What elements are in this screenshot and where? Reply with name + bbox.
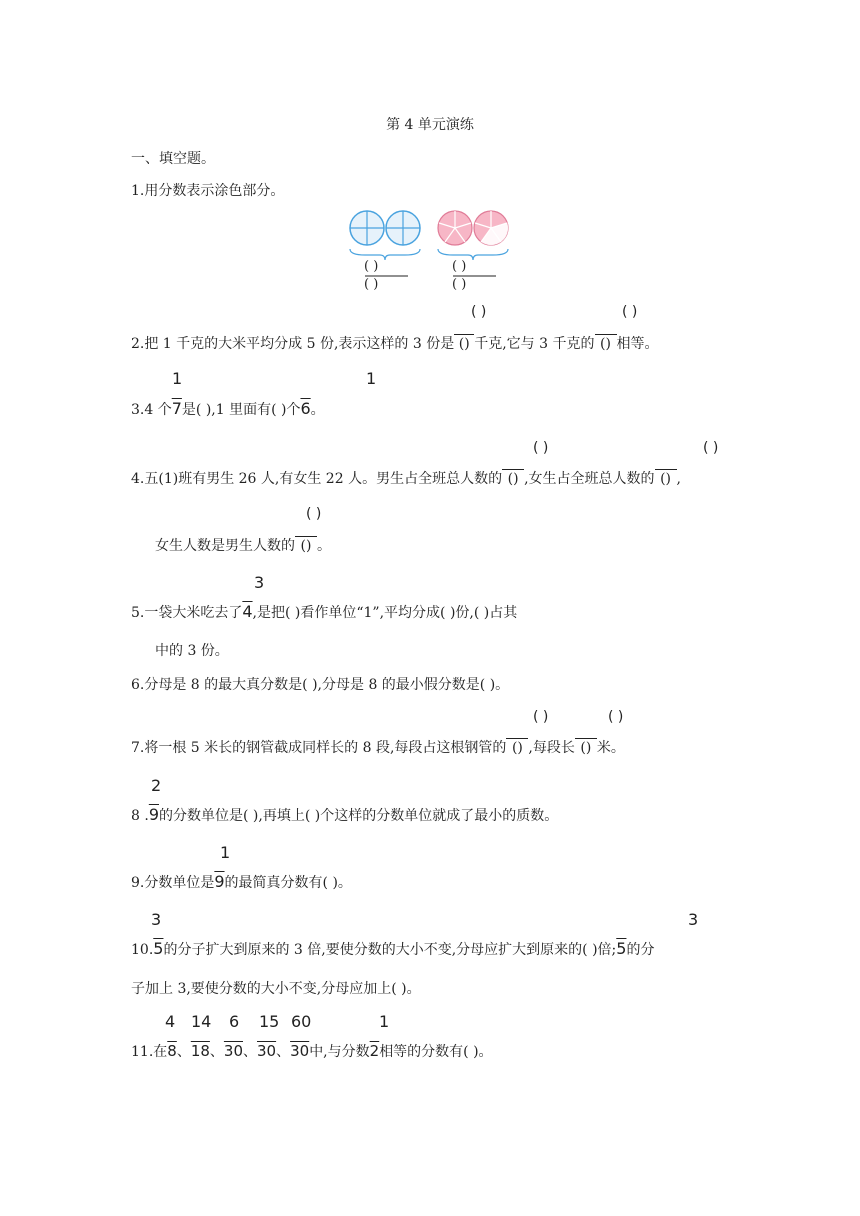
q4-fraction-blank-1[interactable]: () <box>502 469 524 488</box>
q11-numerator-2: 14 <box>191 1012 212 1031</box>
q11-numerator-4: 15 <box>259 1012 280 1031</box>
q11-sep-2: 、 <box>209 1044 224 1060</box>
q8-numerator: 2 <box>151 776 162 795</box>
question-4-line-2 <box>155 536 331 555</box>
q11-denominator-2: 18 <box>190 1042 210 1060</box>
q5-mid: ,是把( )看作单位“1”,平均分成( )份,( )占其 <box>252 605 518 621</box>
q4-end: , <box>676 471 681 487</box>
q10-denominator-1: 5 <box>153 939 164 958</box>
q3-mid: 是( ),1 里面有( )个 <box>181 402 301 418</box>
q3-fraction-2-numerator: 1 <box>366 369 377 388</box>
question-9 <box>131 873 352 892</box>
q11-sep-3: 、 <box>243 1044 257 1060</box>
q11-end: 相等的分数有( )。 <box>379 1044 493 1060</box>
q11-text: 中,与分数 <box>309 1044 370 1060</box>
q3-fraction-1-numerator: 1 <box>172 369 183 388</box>
q1-blank-left-bottom[interactable]: ( ) <box>364 277 379 292</box>
q9-pre: 9.分数单位是 <box>131 875 215 891</box>
q10-pre: 10. <box>131 942 154 958</box>
q8-pre: 8 . <box>131 808 149 824</box>
q10-numerator-1: 3 <box>151 910 162 929</box>
q1-blank-left-top[interactable]: ( ) <box>364 259 379 274</box>
question-1: 1.用分数表示涂色部分。 <box>131 183 285 199</box>
q3-end: 。 <box>310 402 325 418</box>
q11-denominator-1: 8 <box>167 1042 177 1060</box>
brace-right <box>438 249 508 260</box>
question-10 <box>131 940 654 959</box>
q4-fraction-blank-2[interactable]: () <box>655 469 677 488</box>
question-7 <box>131 738 625 757</box>
q11-denominator-5: 30 <box>290 1042 310 1060</box>
question-5 <box>131 603 517 622</box>
q9-numerator: 1 <box>220 843 231 862</box>
q11-denominator-4: 30 <box>257 1042 277 1060</box>
q7-text: 7.将一根 5 米长的钢管截成同样长的 8 段,每段占这根钢管的 <box>131 740 507 756</box>
q2-blank-top-2[interactable]: ( ) <box>622 304 638 320</box>
q4-mid: ,女生占全班总人数的 <box>524 471 655 487</box>
q8-denominator: 9 <box>148 805 159 824</box>
q10-text: 的分子扩大到原来的 3 倍,要使分数的大小不变,分母应扩大到原来的( )倍; <box>163 942 617 958</box>
q11-numerator-3: 6 <box>229 1012 240 1031</box>
q7-blank-top-1[interactable]: ( ) <box>533 709 549 725</box>
q8-text: 的分数单位是( ),再填上( )个这样的分数单位就成了最小的质数。 <box>159 808 559 824</box>
q3-pre: 3.4 个 <box>131 402 172 418</box>
q1-blank-right-bottom[interactable]: ( ) <box>452 277 467 292</box>
q2-mid: 千克,它与 3 千克的 <box>474 336 595 352</box>
q11-target-denominator: 2 <box>369 1042 380 1060</box>
q7-blank-top-2[interactable]: ( ) <box>608 709 624 725</box>
q3-fraction-2-denominator: 6 <box>300 399 311 418</box>
q5-denominator: 4 <box>242 602 253 621</box>
q4-text: 4.五(1)班有男生 26 人,有女生 22 人。男生占全班总人数的 <box>131 471 503 487</box>
q7-fraction-blank-1[interactable]: () <box>506 738 528 757</box>
q9-text: 的最简真分数有( )。 <box>224 875 352 891</box>
q4-line2: 女生人数是男生人数的 <box>155 538 295 554</box>
question-4 <box>131 469 681 488</box>
question-10-line-2: 子加上 3,要使分数的大小不变,分母应加上( )。 <box>131 981 421 997</box>
section-heading: 一、填空题。 <box>131 151 215 167</box>
q4-blank-top-3[interactable]: ( ) <box>306 506 322 522</box>
q11-numerator-5: 60 <box>291 1012 312 1031</box>
q3-fraction-1-denominator: 7 <box>171 399 182 418</box>
q11-numerator-1: 4 <box>165 1012 176 1031</box>
q2-fraction-blank-1[interactable]: () <box>454 334 474 353</box>
q4-blank-top-2[interactable]: ( ) <box>703 440 719 456</box>
q2-text: 2.把 1 千克的大米平均分成 5 份,表示这样的 3 份是 <box>131 336 455 352</box>
question-8 <box>131 806 558 825</box>
q5-pre: 5.一袋大米吃去了 <box>131 605 243 621</box>
q7-end: 米。 <box>596 740 625 756</box>
page-title: 第 4 单元演练 <box>386 117 474 133</box>
q4-fraction-blank-3[interactable]: () <box>295 536 317 555</box>
q2-fraction-blank-2[interactable]: () <box>595 334 617 353</box>
brace-left <box>350 249 420 260</box>
question-5-line-2: 中的 3 份。 <box>155 643 229 659</box>
q10-end: 的分 <box>626 942 655 958</box>
question-2 <box>131 334 659 353</box>
q11-sep-1: 、 <box>176 1044 191 1060</box>
q7-mid: ,每段长 <box>528 740 575 756</box>
question-6: 6.分母是 8 的最大真分数是( ),分母是 8 的最小假分数是( )。 <box>131 677 510 693</box>
q10-denominator-2: 5 <box>616 939 627 958</box>
q2-end: 相等。 <box>616 336 659 352</box>
q11-denominator-3: 30 <box>223 1042 243 1060</box>
q4-blank-top-1[interactable]: ( ) <box>533 440 549 456</box>
question-11 <box>131 1042 493 1061</box>
q5-numerator: 3 <box>254 573 265 592</box>
q11-sep-4: 、 <box>276 1044 291 1060</box>
q11-pre: 11.在 <box>131 1044 168 1060</box>
q1-blank-right-top[interactable]: ( ) <box>452 259 467 274</box>
q9-denominator: 9 <box>214 872 225 891</box>
question-3 <box>131 400 325 419</box>
q11-target-numerator: 1 <box>379 1012 390 1031</box>
q4-line2-end: 。 <box>317 538 331 554</box>
q10-numerator-2: 3 <box>688 910 699 929</box>
q2-blank-top-1[interactable]: ( ) <box>471 304 487 320</box>
q7-fraction-blank-2[interactable]: () <box>575 738 597 757</box>
